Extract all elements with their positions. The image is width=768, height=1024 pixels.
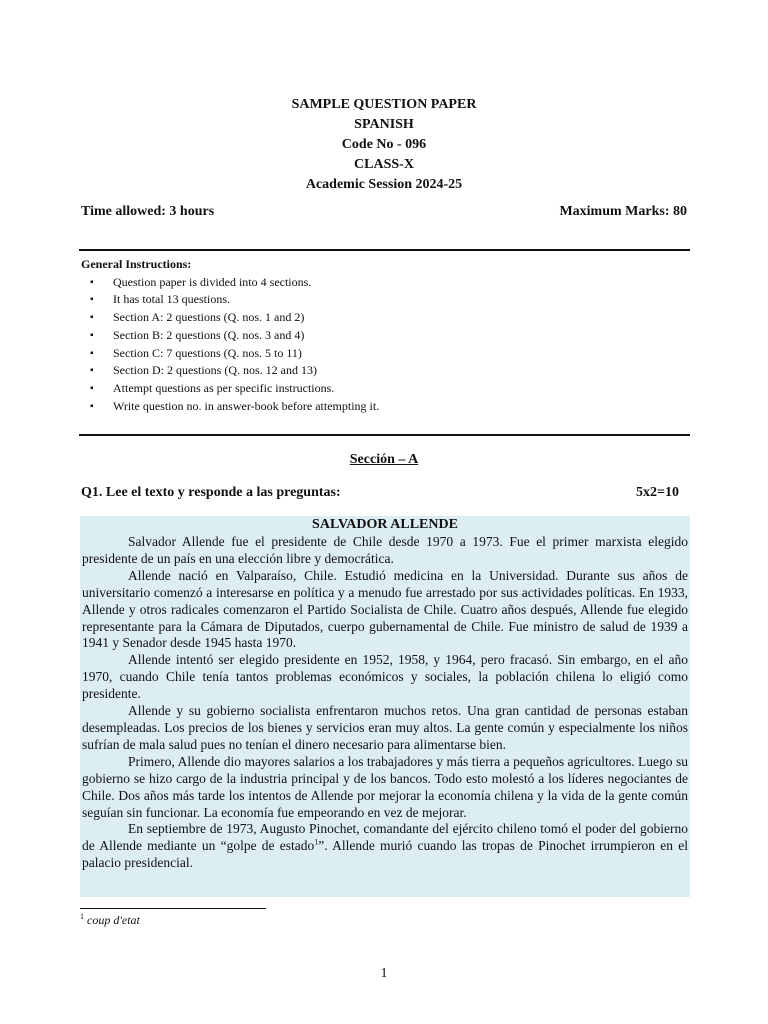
instruction-item — [81, 345, 681, 363]
paper-class: CLASS-X — [354, 157, 414, 172]
bullet-icon: ▪ — [90, 382, 94, 394]
instruction-text: Attempt questions as per specific instructions. — [113, 380, 335, 395]
bullet-icon: ▪ — [90, 312, 94, 324]
instruction-text: Section A: 2 questions (Q. nos. 1 and 2) — [113, 310, 305, 325]
footnote-marker: 1 — [80, 912, 84, 921]
bullet-icon: ▪ — [90, 365, 94, 377]
reading-passage — [80, 516, 690, 897]
maximum-marks: Maximum Marks: 80 — [559, 204, 687, 219]
paragraph-text: En septiembre de 1973, Augusto Pinochet, comandante del ejército chileno tomó el poder del gobierno de Allende mediante un “golpe de estado — [82, 821, 688, 854]
footnote-divider — [80, 908, 266, 909]
instruction-item — [81, 362, 681, 380]
instructions-title: General Instructions: — [81, 257, 192, 271]
instruction-item — [81, 380, 681, 398]
passage-paragraph: Primero, Allende dio mayores salarios a los trabajadores y más tierra a pequeños agricultores. Luego su gobierno se hizo cargo de la industria principal y de los bancos. Todo esto molestó a los líderes negociantes de Chile. Dos años más tarde los intentos de Allende por mejorar la economía chilena y la vida de la gente común seguían sin funcionar. La economía fue empeorando en vez de mejorar. — [82, 753, 688, 820]
passage-title: SALVADOR ALLENDE — [312, 517, 458, 532]
footnote — [80, 913, 140, 928]
paper-subject: SPANISH — [354, 117, 414, 132]
passage-paragraph: Allende y su gobierno socialista enfrentaron muchos retos. Una gran cantidad de personas estaban desempleadas. Los precios de los bienes y servicios eran muy altos. La gente común y especialmente los niños sufrían de mala salud pues no tenían el dinero necesario para alimentarse bien. — [82, 703, 688, 752]
section-title: Sección – A — [349, 452, 419, 467]
instruction-text: Write question no. in answer-book before attempting it. — [113, 398, 380, 413]
paper-code: Code No - 096 — [341, 137, 427, 152]
instruction-item — [81, 309, 681, 327]
instruction-text: Question paper is divided into 4 sections. — [113, 274, 312, 289]
passage-paragraph: Allende nació en Valparaíso, Chile. Estudió medicina en la Universidad. Durante sus años de universitario comenzó a interesarse en política y a menudo fue arrestado por sus actividades políticas. En 1933, Allende y otros radicales comenzaron el Partido Socialista de Chile. Cuatro años después, Allende fue elegido representante para la Cámara de Diputados, cuerpo gubernamental de Chile. Fue ministro de salud de 1939 a 1941 y Senador desde 1945 hasta 1970. — [82, 567, 688, 651]
bullet-icon: ▪ — [90, 329, 94, 341]
paper-session: Academic Session 2024-25 — [305, 177, 463, 192]
general-instructions — [81, 256, 681, 415]
paper-header — [0, 95, 768, 195]
passage-paragraph: Salvador Allende fue el presidente de Chile desde 1970 a 1973. Fue el primer marxista elegido presidente de un país en una elección libre y democrática. — [82, 534, 688, 566]
paper-title: SAMPLE QUESTION PAPER — [291, 97, 477, 112]
instruction-item — [81, 327, 681, 345]
passage-paragraph — [82, 821, 688, 872]
instruction-text: It has total 13 questions. — [113, 292, 230, 307]
time-allowed: Time allowed: 3 hours — [81, 204, 215, 219]
instruction-text: Section D: 2 questions (Q. nos. 12 and 13) — [113, 363, 317, 378]
footnote-text: coup d'etat — [87, 913, 140, 927]
question-marks: 5x2=10 — [636, 485, 679, 500]
bottom-divider — [79, 434, 690, 436]
bullet-icon: ▪ — [90, 294, 94, 306]
paragraph-text: ”. Allende murió cuando las tropas de Pinochet irrumpieron en el palacio presidencial. — [82, 838, 688, 871]
instruction-item — [81, 274, 681, 292]
bullet-icon: ▪ — [90, 276, 94, 288]
bullet-icon: ▪ — [90, 347, 94, 359]
top-divider — [79, 249, 690, 251]
instructions-list — [81, 274, 681, 416]
instruction-text: Section C: 7 questions (Q. nos. 5 to 11) — [113, 345, 302, 360]
instruction-text: Section B: 2 questions (Q. nos. 3 and 4) — [113, 327, 305, 342]
passage-paragraph: Allende intentó ser elegido presidente en 1952, 1958, y 1964, pero fracasó. Sin embargo, en el año 1970, cuando Chile tenía tantos problemas económicos y sociales, la población chilena lo eligió como presidente. — [82, 652, 688, 702]
instruction-item — [81, 398, 681, 416]
page-number: 1 — [380, 966, 388, 981]
question-prompt: Q1. Lee el texto y responde a las preguntas: — [81, 485, 341, 500]
instruction-item — [81, 291, 681, 309]
bullet-icon: ▪ — [90, 400, 94, 412]
footnote-reference: 1 — [314, 837, 319, 847]
